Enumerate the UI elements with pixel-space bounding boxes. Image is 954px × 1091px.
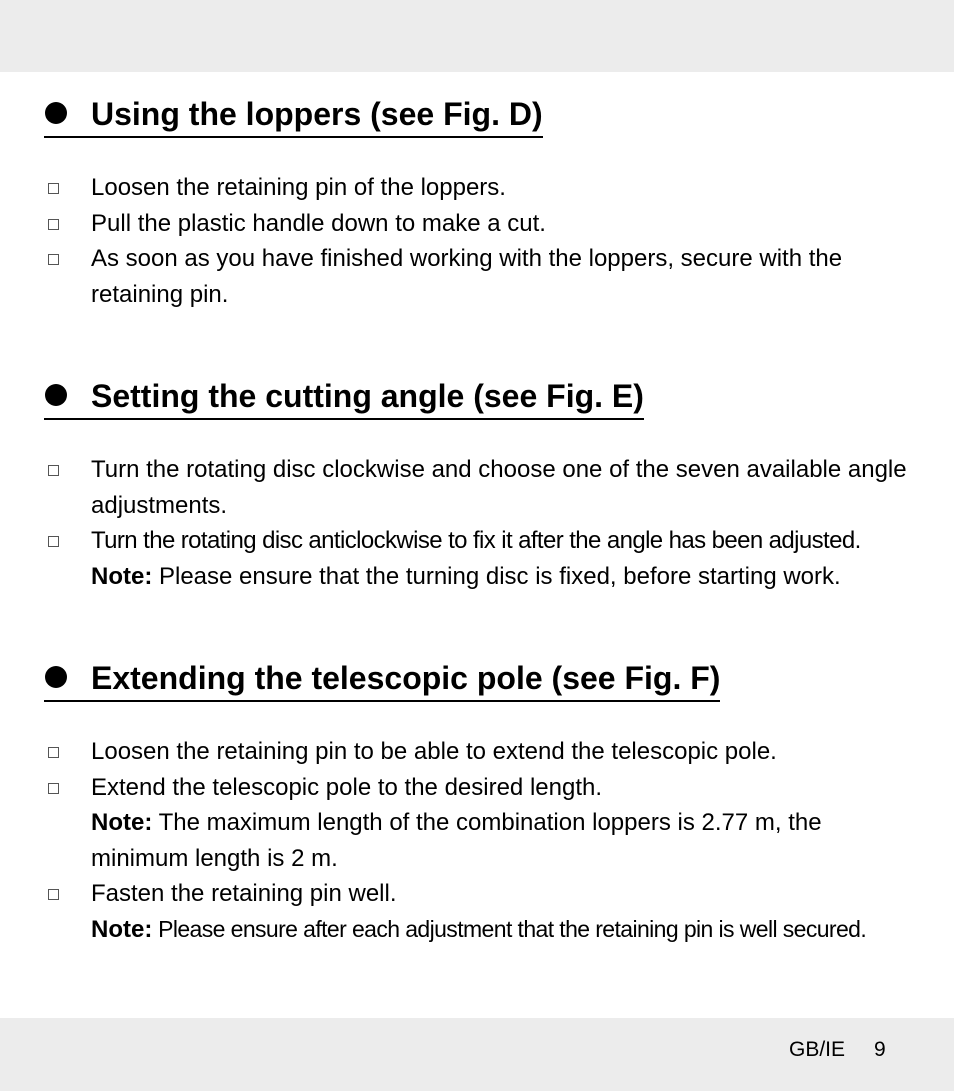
section-bullet-icon [45, 666, 67, 688]
list-item-text: Extend the telescopic pole to the desired length. [91, 773, 603, 801]
list-item-text: Loosen the retaining pin of the loppers. [91, 174, 506, 201]
checkbox-icon [48, 889, 59, 900]
list-item [44, 734, 911, 770]
checkbox-icon [48, 783, 59, 794]
list-item [44, 452, 911, 523]
list-item [44, 206, 911, 242]
section-heading [44, 376, 644, 420]
section-bullet-icon [45, 384, 67, 406]
section-heading-text: Extending the telescopic pole (see Fig. F) [91, 660, 721, 696]
list-item-text: Fasten the retaining pin well. [91, 880, 397, 907]
list-item [44, 241, 911, 312]
note-label: Note: [91, 809, 153, 836]
checkbox-icon [48, 219, 59, 230]
checkbox-icon [48, 254, 59, 265]
header-band [0, 0, 954, 72]
list-item [44, 523, 951, 594]
note-text: Please ensure after each adjustment that the retaining pin is well secured. [152, 915, 867, 942]
section-cutting-angle [44, 376, 951, 594]
list-item-text: Pull the plastic handle down to make a cut. [91, 209, 546, 237]
checkbox-icon [48, 183, 59, 194]
note-label: Note: [91, 915, 153, 943]
checkbox-icon [48, 747, 59, 758]
instruction-list [44, 734, 951, 947]
section-heading-text: Setting the cutting angle (see Fig. E) [91, 378, 644, 414]
section-using-loppers [44, 94, 911, 312]
checkbox-icon [48, 536, 59, 547]
instruction-list [44, 452, 951, 594]
list-item-text: As soon as you have finished working with the loppers, secure with the retaining pin. [91, 245, 843, 308]
section-bullet-icon [45, 102, 67, 124]
section-telescopic-pole [44, 658, 951, 947]
section-heading-text: Using the loppers (see Fig. D) [91, 96, 543, 132]
page-number: 9 [874, 1038, 886, 1061]
checkbox-icon [48, 465, 59, 476]
list-item [44, 770, 911, 877]
note-text: Please ensure that the turning disc is fixed, before starting work. [152, 562, 841, 590]
list-item-text: Turn the rotating disc clockwise and choose one of the seven available angle adjustments. [91, 456, 907, 519]
list-item [44, 170, 911, 206]
footer-language-code: GB/IE [789, 1038, 846, 1061]
note-label: Note: [91, 562, 153, 590]
list-item-text: Turn the rotating disc anticlockwise to fix it after the angle has been adjusted. [91, 527, 861, 554]
note-text: The maximum length of the combination loppers is 2.77 m, the minimum length is 2 m. [91, 809, 822, 872]
section-heading [44, 658, 720, 702]
section-heading [44, 94, 543, 138]
instruction-list [44, 170, 911, 312]
list-item [44, 876, 951, 947]
list-item-text: Loosen the retaining pin to be able to extend the telescopic pole. [91, 738, 777, 765]
